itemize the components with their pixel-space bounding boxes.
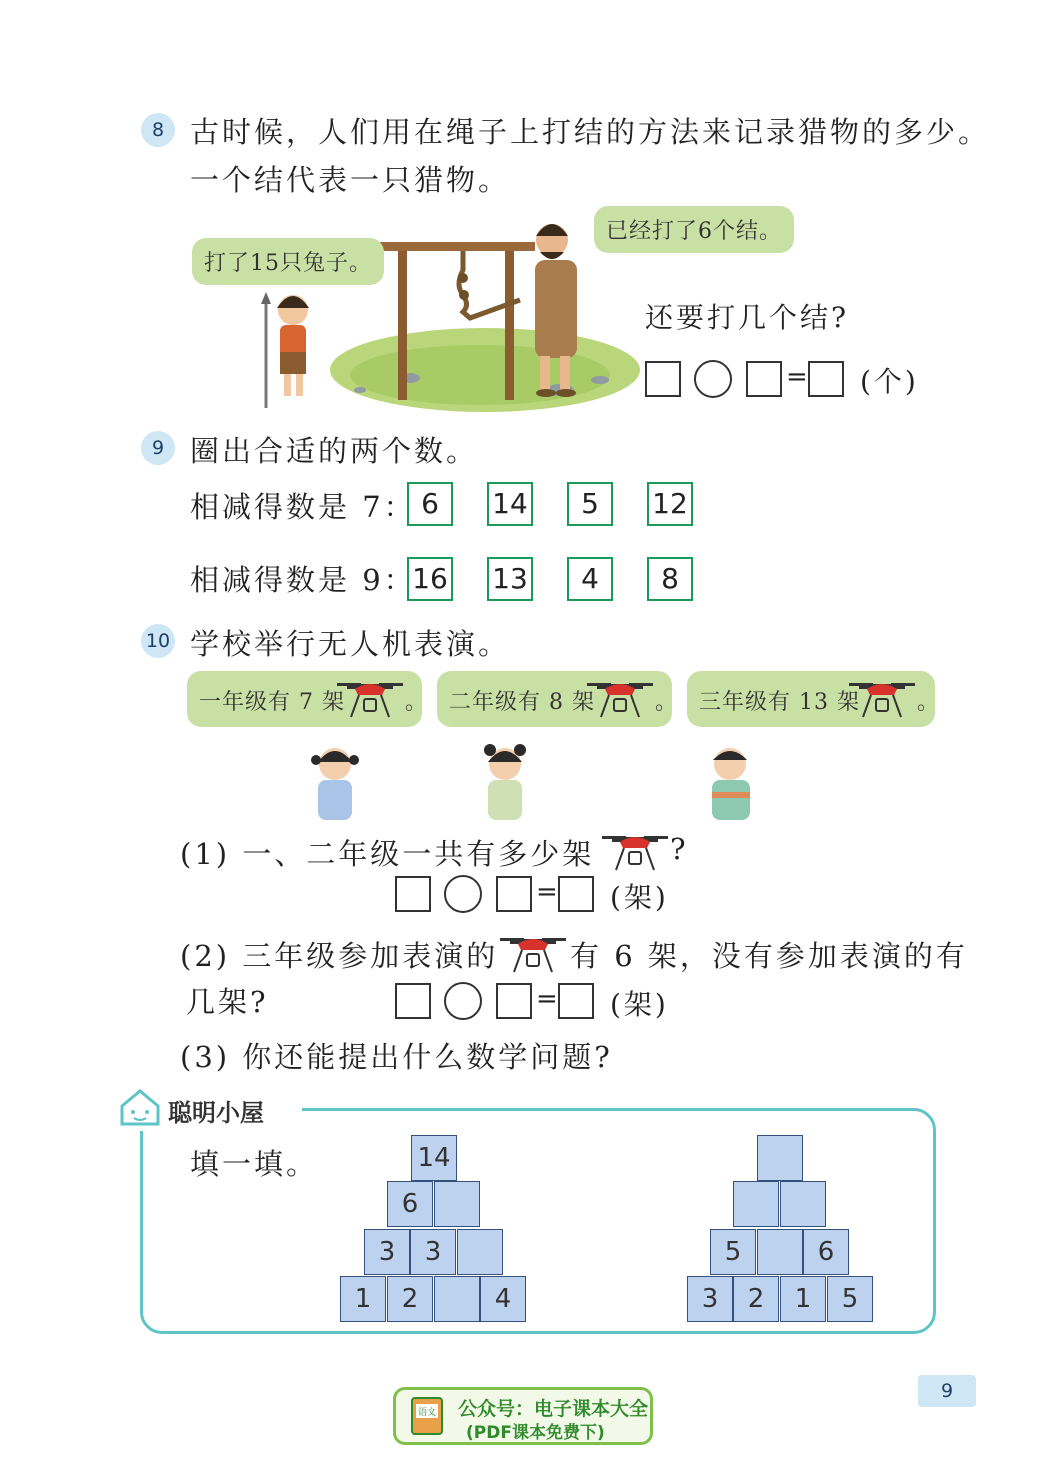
drone-icon <box>498 930 568 978</box>
pyramid-cell[interactable]: 3 <box>687 1276 733 1322</box>
bubble-grade1-text: 一年级有 7 架 <box>199 690 345 715</box>
footer-line1: 公众号：电子课本大全 <box>458 1398 649 1420</box>
drone-icon <box>335 675 405 723</box>
pyramid-cell[interactable]: 3 <box>410 1229 456 1275</box>
q9-title: 圈出合适的两个数。 <box>190 434 479 468</box>
book-icon <box>406 1396 450 1438</box>
speech-bubble-grade3 <box>687 671 941 727</box>
number-option[interactable]: 4 <box>567 557 613 601</box>
pyramid-cell[interactable] <box>780 1181 826 1227</box>
pyramid-cell[interactable]: 3 <box>364 1229 410 1275</box>
answer-box[interactable] <box>808 361 844 397</box>
number-option[interactable]: 14 <box>487 482 533 526</box>
bubble-grade3-text: 三年级有 13 架 <box>699 690 860 715</box>
speech-bubble-grade1 <box>187 671 429 727</box>
pyramid-cell[interactable]: 5 <box>827 1276 873 1322</box>
number-option[interactable]: 8 <box>647 557 693 601</box>
hunting-illustration <box>180 200 650 420</box>
pyramid-cell[interactable] <box>733 1181 779 1227</box>
answer-box[interactable] <box>558 876 594 912</box>
number-option[interactable]: 12 <box>647 482 693 526</box>
q8-line2: 一个结代表一只猎物。 <box>190 163 511 197</box>
pyramid-cell[interactable] <box>434 1276 480 1322</box>
answer-box[interactable] <box>496 876 532 912</box>
pyramid-cell[interactable] <box>757 1135 803 1181</box>
pyramid-cell[interactable]: 2 <box>733 1276 779 1322</box>
answer-box[interactable] <box>395 876 431 912</box>
q10-part2-c: 几架? <box>186 985 269 1019</box>
footer-watermark-badge <box>393 1387 653 1445</box>
operator-circle[interactable] <box>444 982 482 1020</box>
equals-sign: = <box>536 877 558 907</box>
bubble-man-text: 已经打了6个结。 <box>606 219 782 244</box>
q10-part2-unit: (架) <box>610 988 669 1021</box>
q10-part1: (1) 一、二年级一共有多少架 <box>180 837 595 871</box>
answer-box[interactable] <box>496 983 532 1019</box>
girl-illustration <box>470 740 540 820</box>
answer-box[interactable] <box>395 983 431 1019</box>
pyramid-cell[interactable] <box>457 1229 503 1275</box>
answer-box[interactable] <box>746 361 782 397</box>
bubble-grade3-end: 。 <box>917 690 941 715</box>
number-option[interactable]: 13 <box>487 557 533 601</box>
smart-instruction: 填一填。 <box>190 1147 319 1181</box>
number-option[interactable]: 6 <box>407 482 453 526</box>
pyramid-cell[interactable]: 6 <box>803 1229 849 1275</box>
bubble-grade2-end: 。 <box>655 690 679 715</box>
pyramid-cell[interactable]: 1 <box>780 1276 826 1322</box>
smart-house-title: 聪明小屋 <box>168 1099 264 1127</box>
drone-icon <box>847 675 917 723</box>
page-number: 9 <box>918 1375 976 1407</box>
pyramid-cell[interactable]: 4 <box>480 1276 526 1322</box>
pyramid-cell[interactable] <box>757 1229 803 1275</box>
answer-box[interactable] <box>645 361 681 397</box>
q10-part1-end: ? <box>670 832 689 866</box>
question-number-10: 10 <box>141 624 175 658</box>
q9-row2-label: 相减得数是 9： <box>190 563 416 597</box>
q10-title: 学校举行无人机表演。 <box>190 627 511 661</box>
q9-row1-label: 相减得数是 7： <box>190 490 416 524</box>
number-option[interactable]: 5 <box>567 482 613 526</box>
q8-unit: (个) <box>860 365 919 398</box>
speech-bubble-grade2 <box>437 671 679 727</box>
pyramid-cell[interactable]: 2 <box>387 1276 433 1322</box>
book-icon-label: 语文 <box>417 1408 437 1418</box>
pyramid-cell[interactable]: 14 <box>411 1135 457 1181</box>
question-number-9: 9 <box>141 431 175 465</box>
answer-box[interactable] <box>558 983 594 1019</box>
boy-illustration <box>690 740 765 820</box>
q8-question: 还要打几个结? <box>645 301 850 334</box>
q10-part1-unit: (架) <box>610 881 669 914</box>
operator-circle[interactable] <box>694 360 732 398</box>
bubble-grade2-text: 二年级有 8 架 <box>449 690 595 715</box>
equals-sign: = <box>786 362 808 392</box>
footer-line2: (PDF课本免费下) <box>466 1423 605 1443</box>
q10-part2-a: (2) 三年级参加表演的 <box>180 939 499 973</box>
drone-icon <box>600 828 670 876</box>
house-icon <box>118 1088 162 1128</box>
bubble-child-text: 打了15只兔子。 <box>204 251 372 276</box>
pyramid-cell[interactable]: 1 <box>340 1276 386 1322</box>
q10-part3: (3) 你还能提出什么数学问题? <box>180 1040 613 1074</box>
question-number-8: 8 <box>141 113 175 147</box>
girl-illustration <box>300 740 370 820</box>
pyramid-cell[interactable]: 6 <box>387 1181 433 1227</box>
drone-icon <box>585 675 655 723</box>
speech-bubble-child <box>192 238 384 285</box>
q10-part2-b: 有 6 架，没有参加表演的有 <box>570 939 968 973</box>
pyramid-cell[interactable] <box>434 1181 480 1227</box>
equals-sign: = <box>536 984 558 1014</box>
operator-circle[interactable] <box>444 875 482 913</box>
q8-line1: 古时候，人们用在绳子上打结的方法来记录猎物的多少。 <box>190 115 991 149</box>
bubble-grade1-end: 。 <box>405 690 429 715</box>
pyramid-cell[interactable]: 5 <box>710 1229 756 1275</box>
speech-bubble-man <box>594 206 794 253</box>
number-option[interactable]: 16 <box>407 557 453 601</box>
